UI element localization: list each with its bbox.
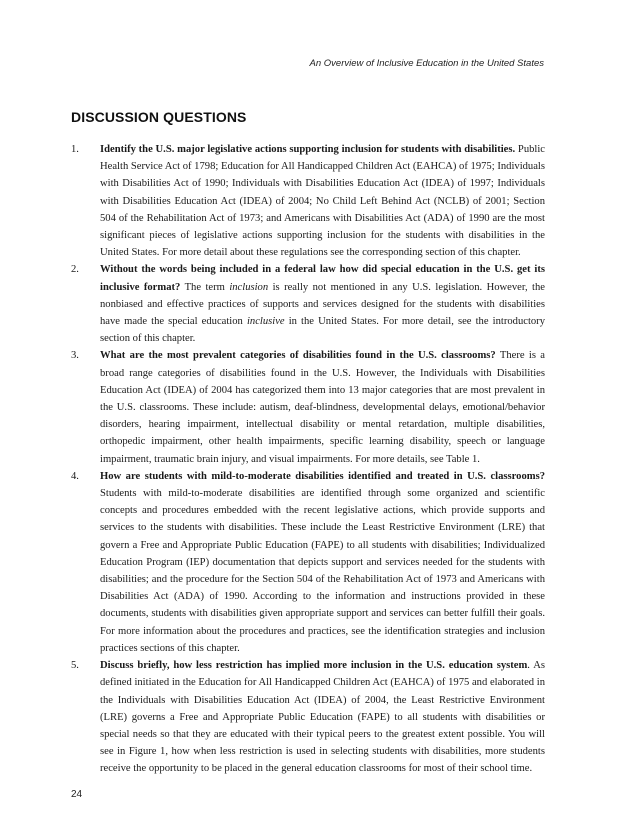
answer-text-continued: is really not mentioned in any U.S. legislation. However, the nonbiased and effective practices of supports and services designed for the students with disabilities have made the special education bbox=[100, 281, 545, 328]
answer-text: The term bbox=[180, 281, 230, 293]
question-heading: Identify the U.S. major legislative actions supporting inclusion for students with disabilities. bbox=[100, 144, 516, 155]
question-body bbox=[100, 261, 545, 347]
page-number: 24 bbox=[71, 789, 83, 800]
answer-text: There is a broad range categories of disabilities found in the U.S. However, the Individuals with Disabilities Education Act (IDEA) of 2004 has categorized them into 13 major categories that are most prevalent in the U.S. classrooms. These include: autism, deaf-blindness, developmental delays, emotional/behavior disorders, hearing impairment, intellectual disability or mental retardation, multiple disabilities, orthopedic impairment, other health impairments, specific learning disability, speech or language impairment, traumatic brain injury, and visual impairments. For more details, see Table 1. bbox=[100, 350, 545, 465]
question-heading: How are students with mild-to-moderate disabilities identified and treated in U.S. classrooms? bbox=[100, 470, 545, 482]
question-number: 2. bbox=[71, 264, 79, 276]
question-item-3 bbox=[71, 347, 545, 467]
question-number: 1. bbox=[71, 144, 79, 155]
question-body bbox=[100, 347, 545, 467]
section-title: DISCUSSION QUESTIONS bbox=[71, 109, 247, 125]
question-heading: Discuss briefly, how less restriction has implied more inclusion in the U.S. education system bbox=[100, 660, 528, 672]
question-body bbox=[100, 657, 545, 777]
answer-text: Public Health Service Act of 1798; Education for All Handicapped Children Act (EAHCA) of 1975; Individuals with Disabilities Act of 1990; Individuals with Disabilities Education Act (IDEA) of 1997; Individuals with Disabilities Education Act (IDEA) of 2004; No Child Left Behind Act (NCLB) of 2001; Section 504 of the Rehabilitation Act of 1973; and Americans with Disabilities Act (ADA) of 1990 are the most significant pieces of legislative actions supporting inclusion for the students with disabilities in the United States. For more detail about these regulations see the corresponding section of this chapter. bbox=[100, 144, 546, 259]
question-number: 5. bbox=[71, 660, 79, 672]
question-item-4 bbox=[71, 468, 545, 657]
answer-text: Students with mild-to-moderate disabilities are identified through some organized and scientific concepts and procedures embedded with the recent legislative actions, which provide supports and services to the students with disabilities. These include the Least Restrictive Environment (LRE) that govern a Free and Appropriate Public Education (FAPE) to all students with disabilities; Individualized Education Program (IEP) documentation that depicts support and services needed for the students with disabilities; and the procedure for the Section 504 of the Rehabilitation Act of 1973 and Americans with Disabilities Act (ADA) of 1990. According to the information and instructions provided in these documents, students with disabilities given appropriate support and services can better fulfill their goals. For more information about the procedures and practices, see the identification strategies and inclusion practices sections of this chapter. bbox=[100, 488, 545, 654]
question-heading: What are the most prevalent categories of disabilities found in the U.S. classrooms? bbox=[100, 350, 496, 362]
question-heading: Without the words being included in a federal law how did special education in the U.S. get its inclusive format? bbox=[100, 264, 545, 293]
answer-text: . As defined initiated in the Education for All Handicapped Children Act (EAHCA) of 1975 and elaborated in the Individuals with Disabilities Education Act (IDEA) of 2004, the Least Restrictive Environment (LRE) governs a Free and Appropriate Public Education (FAPE) to all students with disabilities or special needs so that they are educated with their typical peers to the greatest extent possible. You will see in Figure 1, how when less restriction is used in selecting students with disabilities, more students receive the opportunity to be placed in the general education classrooms for most of their school time. bbox=[100, 660, 545, 775]
italic-term: inclusive bbox=[246, 316, 285, 328]
discussion-questions-list bbox=[71, 141, 545, 778]
question-body bbox=[100, 141, 545, 261]
question-item-1 bbox=[71, 141, 545, 261]
question-number: 3. bbox=[71, 350, 79, 362]
italic-term: inclusion bbox=[229, 281, 269, 293]
answer-text-end: in the United States. For more detail, see the introductory section of this chapter. bbox=[100, 316, 546, 345]
question-item-2 bbox=[71, 261, 545, 347]
question-item-5 bbox=[71, 657, 545, 777]
running-header: An Overview of Inclusive Education in the United States bbox=[309, 58, 544, 69]
question-number: 4. bbox=[71, 470, 79, 482]
question-body bbox=[100, 468, 545, 657]
